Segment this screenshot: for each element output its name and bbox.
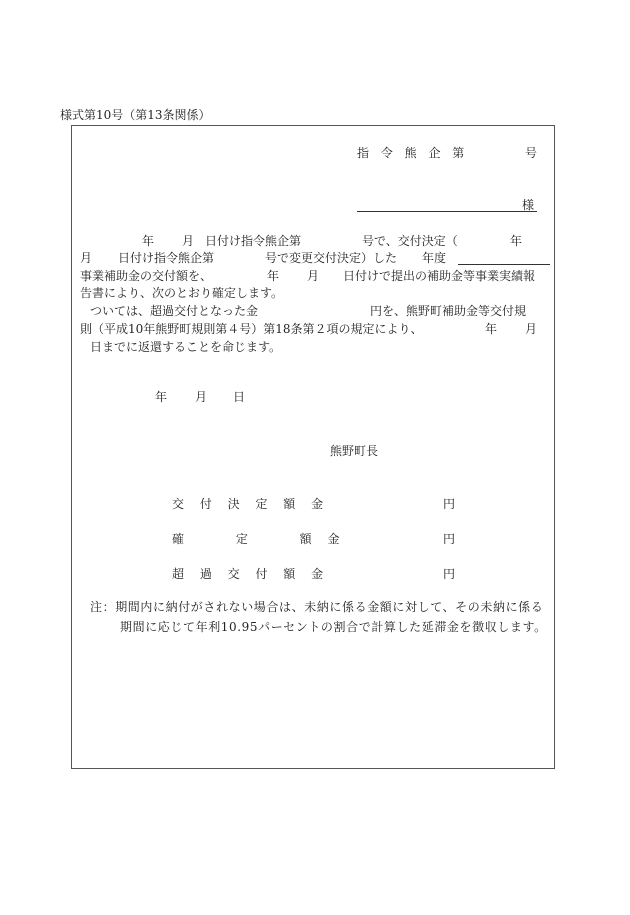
form-label: 様式第10号（第13条関係） [60,108,211,122]
body-text: 年度 [422,251,447,265]
amount-label-confirmed: 確 定 額 金 [172,532,346,546]
body-text: 月 [307,269,320,283]
amount-label-decided: 交 付 決 定 額 金 [172,497,330,511]
body-text: 年 [142,234,155,248]
body-text: 事業補助金の交付額を、 [80,269,213,283]
amount-unit: 円 [443,567,456,581]
document-frame [71,125,555,769]
body-text: 月 [525,322,538,336]
amount-unit: 円 [443,497,456,511]
body-text: 告書により、次のとおり確定します。 [80,286,284,300]
body-text: 日付け指令熊企第 [118,251,215,265]
body-text: 年 [267,269,280,283]
amount-unit: 円 [443,532,456,546]
body-text: 日までに返還することを命じます。 [90,340,282,354]
body-text: 日付け指令熊企第 [205,234,302,248]
issuer: 熊野町長 [330,444,379,458]
body-text: ついては、超過交付となった金 [90,304,259,318]
date-month: 月 [195,390,208,404]
body-text: 円を、熊野町補助金等交付規 [370,304,527,318]
body-text: 則（平成10年熊野町規則第４号）第18条第２項の規定により、 [80,322,423,336]
note-line: 期間に応じて年利10.95パーセントの割合で計算した延滞金を徴収します。 [120,620,547,634]
reference-suffix: 号 [525,146,538,160]
body-text: 月 [80,251,93,265]
body-text: 日付けで提出の補助金等事業実績報 [343,269,536,283]
date-day: 日 [233,390,246,404]
note-line: 注：期間内に納付がされない場合は、未納に係る金額に対して、その未納に係る [90,600,544,614]
body-text: 号で変更交付決定）した [265,251,398,265]
body-text: 年 [485,322,498,336]
body-text: 月 [182,234,195,248]
date-year: 年 [155,390,168,404]
addressee-suffix: 様 [522,198,535,212]
project-name-line [458,264,550,265]
body-text: 年 [510,234,523,248]
addressee-line [357,211,537,212]
body-text: 号で、交付決定（ [362,234,458,248]
amount-label-excess: 超 過 交 付 額 金 [172,567,330,581]
reference-prefix: 指 令 熊 企 第 [357,146,469,160]
